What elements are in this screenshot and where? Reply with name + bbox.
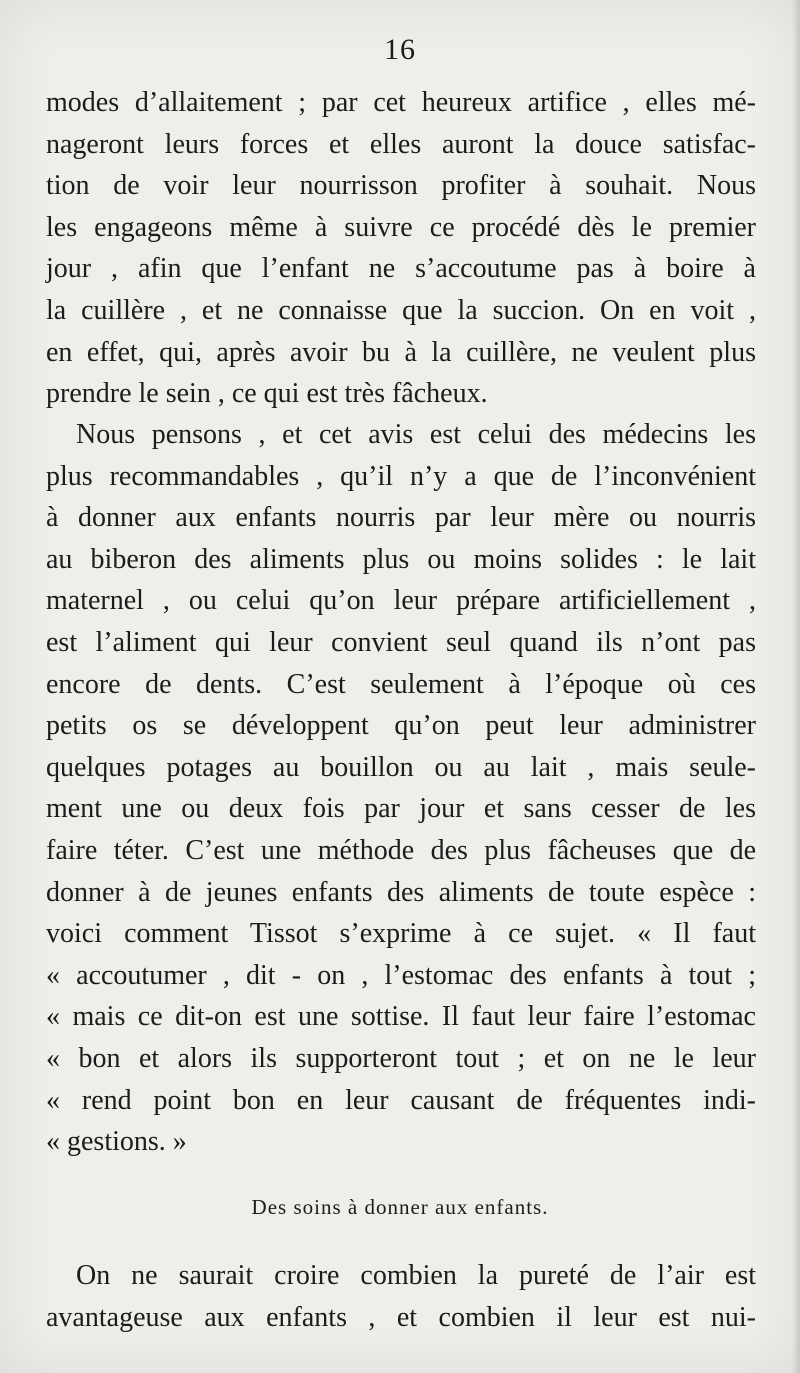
text-line: « mais ce dit-on est une sottise. Il faut leur faire l’estomac [46,1001,756,1033]
text-line: petits os se développent qu’on peut leur administrer [46,710,756,742]
paragraph-2 [46,414,756,1163]
text-line: modes d’allaitement ; par cet heureux artifice , elles mé- [46,87,756,118]
text-line: maternel , ou celui qu’on leur prépare artificiellement , [46,585,756,617]
text-line: On ne saurait croire combien la pureté de l’air est [76,1260,756,1291]
text-line: tion de voir leur nourrisson profiter à souhait. Nous [46,170,756,202]
text-line: est l’aliment qui leur convient seul quand ils n’ont pas [46,626,756,658]
text-line: au biberon des aliments plus ou moins solides : le lait [46,543,756,575]
section-heading: Des soins à donner aux enfants. [251,1195,549,1219]
text-line: avantageuse aux enfants , et combien il leur est nui- [46,1301,756,1333]
paragraph-3 [46,1255,756,1338]
text-line: plus recommandables , qu’il n’y a que de l’inconvénient [46,460,756,492]
text-line: en effet, qui, après avoir bu à la cuillère, ne veulent plus [46,336,756,368]
paragraph-1 [46,82,756,415]
text-line: « rend point bon en leur causant de fréquentes indi- [46,1084,756,1116]
text-line: ment une ou deux fois par jour et sans cesser de les [46,793,756,825]
text-line: voici comment Tissot s’exprime à ce sujet. « Il faut [46,918,756,950]
page-number: 16 [384,33,416,66]
text-line: faire téter. C’est une méthode des plus fâcheuses que de [46,834,756,866]
text-line: la cuillère , et ne connaisse que la succion. On en voit , [46,294,756,326]
text-line: quelques potages au bouillon ou au lait , mais seule- [46,751,756,783]
text-line: encore de dents. C’est seulement à l’époque où ces [46,668,756,700]
text-line: les engageons même à suivre ce procédé dès le premier [46,211,756,243]
text-line: Nous pensons , et cet avis est celui des médecins les [76,419,756,450]
text-line: « bon et alors ils supporteront tout ; et on ne le leur [46,1042,756,1074]
text-line: à donner aux enfants nourris par leur mère ou nourris [46,502,756,534]
text-line: donner à de jeunes enfants des aliments de toute espèce : [46,876,756,908]
text-line: « accoutumer , dit - on , l’estomac des enfants à tout ; [46,959,756,991]
text-line: jour , afin que l’enfant ne s’accoutume pas à boire à [46,253,756,285]
text-line: « gestions. » [46,1126,187,1158]
text-line: nageront leurs forces et elles auront la douce satisfac- [46,128,756,160]
text-line: prendre le sein , ce qui est très fâcheux. [46,378,488,410]
page-edge-shadow [792,0,800,1373]
